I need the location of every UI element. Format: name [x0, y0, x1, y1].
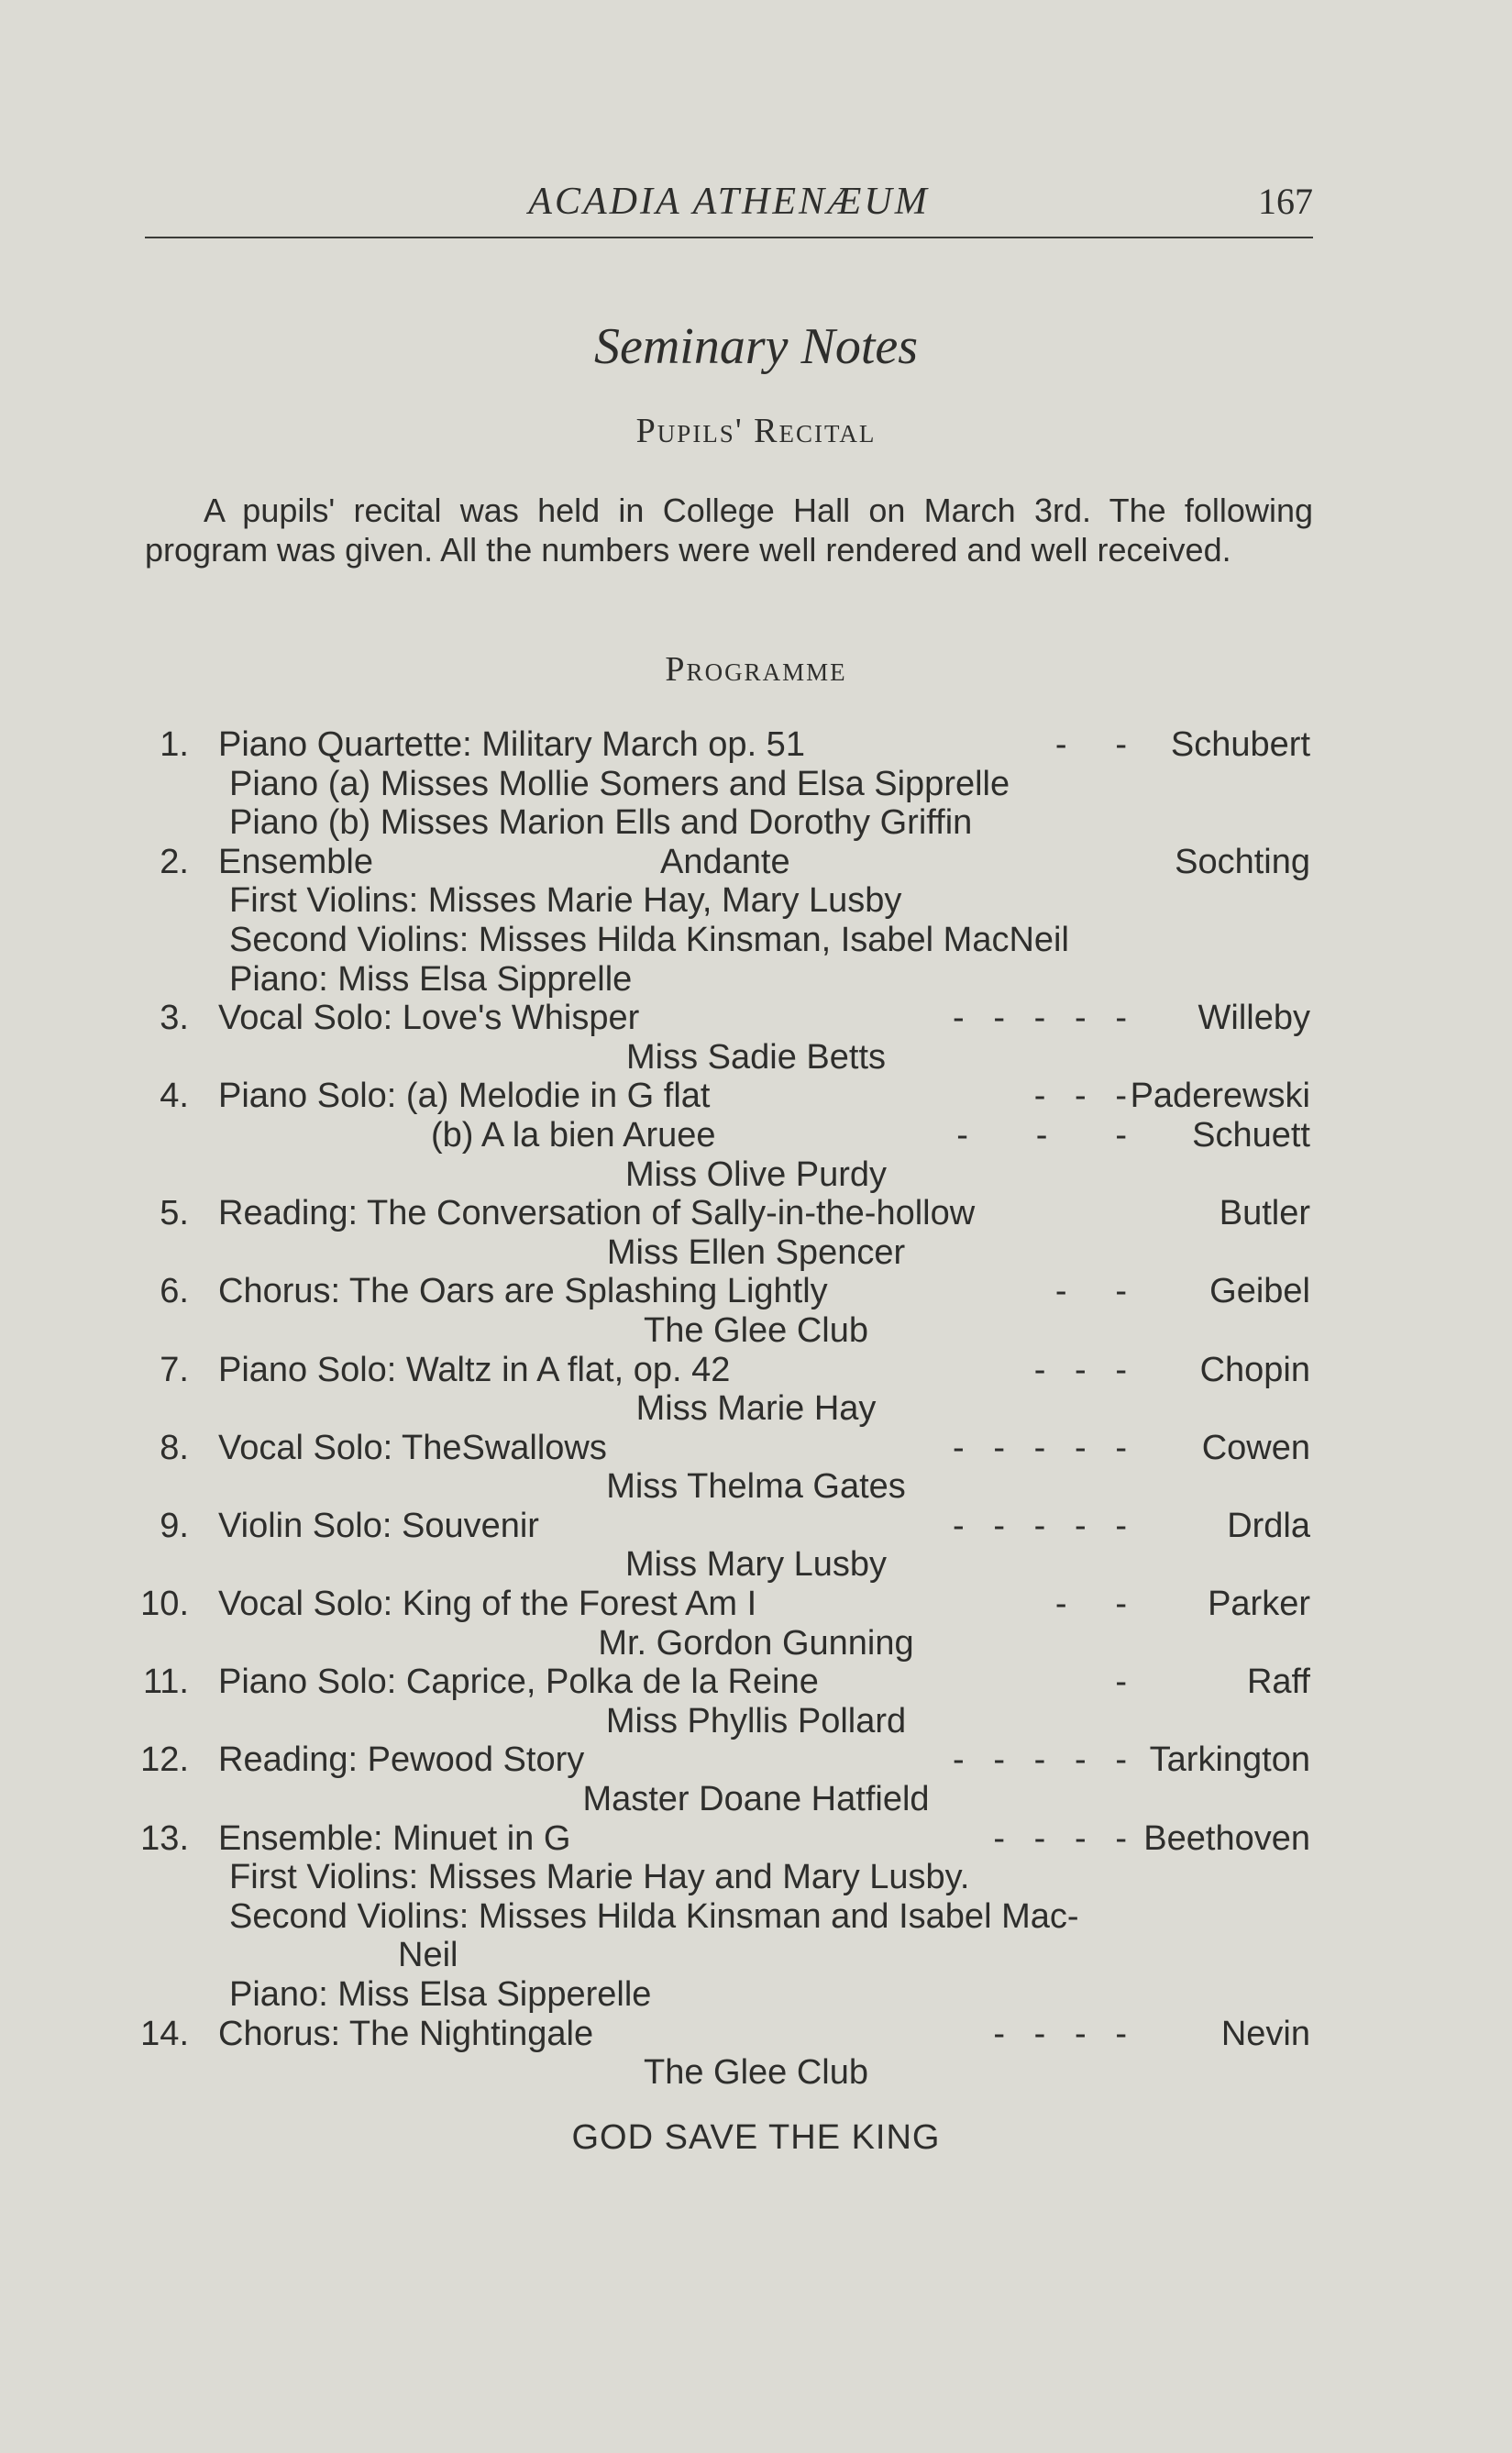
item-number: 6.: [160, 1272, 189, 1311]
programme-row: [0, 1311, 1512, 1351]
programme-row: [0, 1702, 1512, 1741]
piece-title: Vocal Solo: TheSwallows: [218, 1428, 607, 1467]
piece-title: Piano Solo: Caprice, Polka de la Reine: [218, 1663, 819, 1702]
piece-title: Piano Solo: (a) Melodie in G flat: [218, 1077, 711, 1116]
item-number: 2.: [160, 842, 189, 881]
performer-line: Piano: Miss Elsa Sipprelle: [229, 959, 633, 999]
piece-title: Vocal Solo: King of the Forest Am I: [218, 1585, 757, 1624]
programme-row: [0, 881, 1512, 921]
piece-title: Reading: The Conversation of Sally-in-the-hollow: [218, 1194, 976, 1233]
programme-heading: Programme: [665, 650, 847, 689]
programme-row: [0, 921, 1512, 960]
composer: Butler: [1219, 1194, 1310, 1233]
section-title: Seminary Notes: [593, 318, 919, 375]
programme-row: [0, 1507, 1512, 1546]
leader-dashes: - - - - -: [953, 1506, 1127, 1545]
programme-row: [0, 1897, 1512, 1937]
page-number: 167: [1258, 181, 1313, 222]
leader-dashes: - - -: [956, 1115, 1127, 1155]
programme-row: [0, 1351, 1512, 1390]
item-number: 4.: [160, 1077, 189, 1116]
programme-row: [0, 1819, 1512, 1859]
programme-row: [0, 1936, 1512, 1975]
piece-title: Vocal Solo: Love's Whisper: [218, 999, 640, 1038]
performer: Miss Sadie Betts: [626, 1037, 886, 1077]
leader-dashes: - - - - -: [953, 999, 1127, 1038]
performer-line: Piano (b) Misses Marion Ells and Dorothy Griffin: [229, 803, 973, 843]
composer: Sochting: [1175, 842, 1310, 881]
programme-row: [0, 1467, 1512, 1507]
composer: Raff: [1246, 1663, 1310, 1702]
item-number: 5.: [160, 1194, 189, 1233]
item-number: 1.: [160, 725, 189, 764]
composer: Beethoven: [1143, 1818, 1310, 1858]
programme-row: [0, 999, 1512, 1038]
item-number: 10.: [140, 1585, 189, 1624]
leader-dashes: - - - -: [993, 1818, 1127, 1858]
composer: Geibel: [1209, 1272, 1310, 1311]
tempo-marking: Andante: [660, 842, 790, 881]
performer-line: Second Violins: Misses Hilda Kinsman and Isabel Mac-: [229, 1896, 1079, 1936]
performer-line: Neil: [398, 1936, 458, 1975]
composer: Parker: [1208, 1585, 1310, 1624]
performer-line: Piano: Miss Elsa Sipperelle: [229, 1975, 652, 2014]
programme-row: [0, 1233, 1512, 1273]
programme-row: [0, 960, 1512, 1000]
performer: Master Doane Hatfield: [582, 1780, 930, 1819]
programme-row: [0, 1585, 1512, 1624]
performer-line: First Violins: Misses Marie Hay, Mary Lusby: [229, 881, 902, 921]
leader-dashes: - - -: [1033, 1350, 1127, 1389]
programme-row: [0, 1155, 1512, 1195]
programme-row: [0, 803, 1512, 843]
composer: Drdla: [1227, 1506, 1310, 1545]
programme-row: [0, 1858, 1512, 1897]
programme-row: [0, 1116, 1512, 1155]
programme-list: [0, 725, 1512, 2093]
composer: Paderewski: [1130, 1077, 1310, 1116]
item-number: 13.: [140, 1818, 189, 1858]
programme-row: [0, 1272, 1512, 1311]
closing-line: GOD SAVE THE KING: [571, 2118, 941, 2157]
leader-dashes: -: [1115, 1663, 1127, 1702]
piece-title: Ensemble: Minuet in G: [218, 1818, 571, 1858]
composer: Cowen: [1201, 1428, 1310, 1467]
piece-title: Reading: Pewood Story: [218, 1740, 585, 1780]
performer-line: Piano (a) Misses Mollie Somers and Elsa Sipprelle: [229, 764, 1010, 803]
leader-dashes: - - - - -: [953, 1428, 1127, 1467]
performer: Miss Ellen Spencer: [606, 1232, 906, 1272]
piece-title: Ensemble: [218, 842, 373, 881]
performer-line: Second Violins: Misses Hilda Kinsman, Isabel MacNeil: [229, 920, 1069, 959]
composer: Willeby: [1197, 999, 1310, 1038]
performer: Miss Phyllis Pollard: [605, 1701, 907, 1740]
recital-heading: Pupils' Recital: [635, 412, 877, 450]
programme-row: [0, 1780, 1512, 1819]
item-number: 3.: [160, 999, 189, 1038]
performer: Miss Thelma Gates: [606, 1467, 906, 1507]
item-number: 9.: [160, 1506, 189, 1545]
programme-row: [0, 725, 1512, 765]
programme-row: [0, 1663, 1512, 1702]
programme-row: [0, 1545, 1512, 1585]
performer: Miss Mary Lusby: [624, 1545, 888, 1585]
programme-row: [0, 765, 1512, 804]
programme-row: [0, 1077, 1512, 1116]
programme-row: [0, 1429, 1512, 1468]
running-head: [145, 180, 1313, 238]
programme-row: [0, 2053, 1512, 2093]
leader-dashes: - - - - -: [953, 1740, 1127, 1780]
programme-row: [0, 1194, 1512, 1233]
piece-title: Piano Quartette: Military March op. 51: [218, 725, 805, 764]
leader-dashes: - - - -: [993, 2014, 1127, 2053]
leader-dashes: - -: [1054, 1272, 1127, 1311]
piece-title: (b) A la bien Aruee: [431, 1115, 716, 1155]
composer: Tarkington: [1149, 1740, 1310, 1780]
item-number: 11.: [142, 1663, 189, 1702]
leader-dashes: - -: [1054, 1585, 1127, 1624]
piece-title: Chorus: The Nightingale: [218, 2014, 594, 2053]
programme-row: [0, 1624, 1512, 1663]
performer: Mr. Gordon Gunning: [598, 1623, 914, 1663]
leader-dashes: - -: [1054, 725, 1127, 764]
performer: Miss Olive Purdy: [624, 1155, 888, 1194]
intro-paragraph: A pupils' recital was held in College Hall on March 3rd. The following program was given. All the numbers were well rendered and well received.: [145, 492, 1313, 569]
piece-title: Piano Solo: Waltz in A flat, op. 42: [218, 1350, 731, 1389]
performer: The Glee Club: [643, 2053, 868, 2093]
performer-line: First Violins: Misses Marie Hay and Mary Lusby.: [229, 1858, 970, 1897]
programme-row: [0, 1975, 1512, 2015]
programme-row: [0, 1389, 1512, 1429]
programme-row: [0, 2015, 1512, 2054]
piece-title: Chorus: The Oars are Splashing Lightly: [218, 1272, 828, 1311]
item-number: 12.: [140, 1740, 189, 1780]
item-number: 7.: [160, 1350, 189, 1389]
programme-row: [0, 1740, 1512, 1780]
item-number: 8.: [160, 1428, 189, 1467]
composer: Schubert: [1170, 725, 1310, 764]
journal-title: ACADIA ATHENÆUM: [528, 181, 930, 223]
leader-dashes: - - -: [1033, 1077, 1127, 1116]
performer: The Glee Club: [643, 1310, 868, 1350]
piece-title: Violin Solo: Souvenir: [218, 1506, 539, 1545]
programme-row: [0, 1038, 1512, 1077]
item-number: 14.: [140, 2014, 189, 2053]
composer: Chopin: [1199, 1350, 1310, 1389]
programme-row: [0, 843, 1512, 882]
performer: Miss Marie Hay: [635, 1389, 877, 1429]
composer: Nevin: [1220, 2014, 1310, 2053]
composer: Schuett: [1192, 1115, 1310, 1155]
